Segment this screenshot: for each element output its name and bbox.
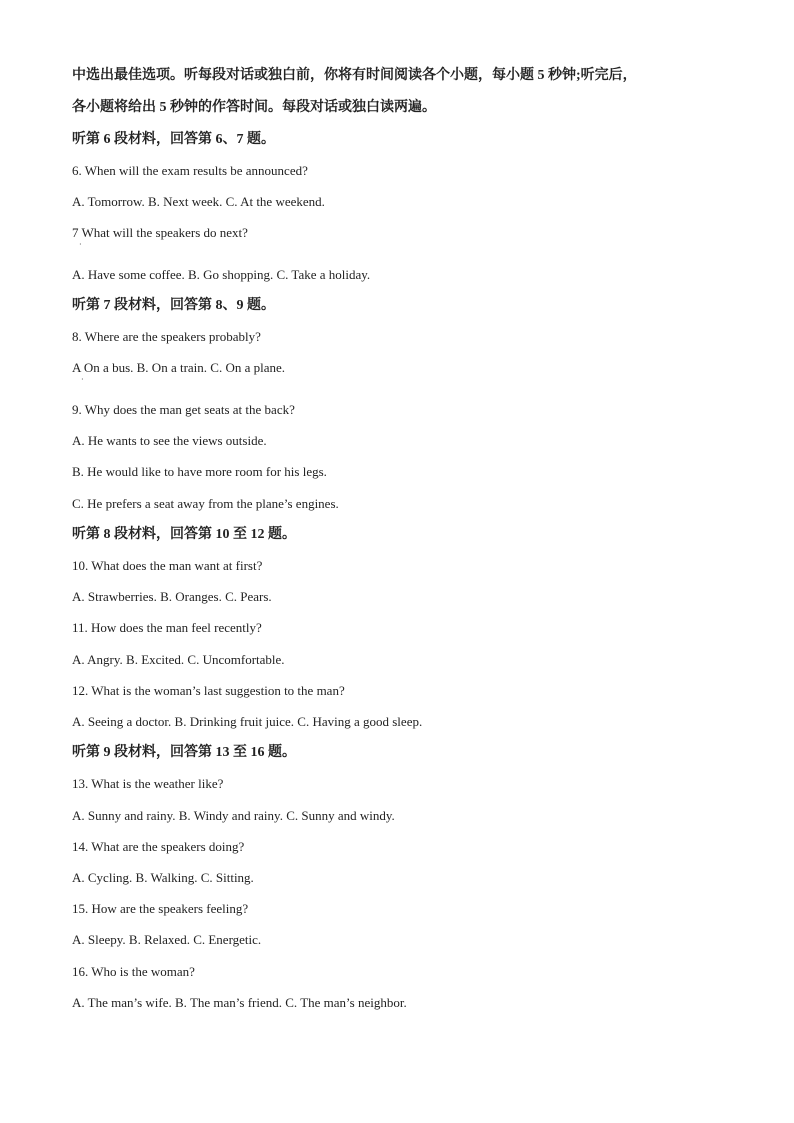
question-16: 16. Who is the woman? [72,964,195,979]
stray-dot-mark: · [81,375,84,384]
options-10: A. Strawberries. B. Oranges. C. Pears. [72,589,272,604]
options-7: A. Have some coffee. B. Go shopping. C. Take a holiday. [72,267,371,282]
intro-line-1: 中选出最佳选项。听每段对话或独白前，你将有时间阅读各个小题，每小题 5 秒钟;听完后， [72,68,637,83]
question-15: 15. How are the speakers feeling? [72,901,249,916]
section-header-9: 听第 9 段材料，回答第 13 至 16 题。 [72,745,296,760]
question-12: 12. What is the woman’s last suggestion to the man? [72,683,345,698]
question-10: 10. What does the man want at first? [72,558,263,573]
options-14: A. Cycling. B. Walking. C. Sitting. [72,870,254,885]
question-6: 6. When will the exam results be announced? [72,163,308,178]
option-9c: C. He prefers a seat away from the plane’s engines. [72,496,339,511]
option-9a: A. He wants to see the views outside. [72,433,267,448]
options-11: A. Angry. B. Excited. C. Uncomfortable. [72,652,285,667]
intro-line-2: 各小题将给出 5 秒钟的作答时间。每段对话或独白读两遍。 [72,100,436,115]
options-16: A. The man’s wife. B. The man’s friend. C. The man’s neighbor. [72,995,407,1010]
section-header-6: 听第 6 段材料，回答第 6、7 题。 [72,132,275,147]
question-8: 8. Where are the speakers probably? [72,329,261,344]
options-6: A. Tomorrow. B. Next week. C. At the weekend. [72,194,325,209]
options-15: A. Sleepy. B. Relaxed. C. Energetic. [72,932,262,947]
stray-dot-mark: · [79,240,82,249]
section-header-7: 听第 7 段材料，回答第 8、9 题。 [72,298,275,313]
question-7: 7 What will the speakers do next? [72,225,248,240]
options-8: A On a bus. B. On a train. C. On a plane. [72,360,286,375]
option-9b: B. He would like to have more room for his legs. [72,464,327,479]
question-13: 13. What is the weather like? [72,776,224,791]
options-13: A. Sunny and rainy. B. Windy and rainy. C. Sunny and windy. [72,808,395,823]
options-12: A. Seeing a doctor. B. Drinking fruit juice. C. Having a good sleep. [72,714,423,729]
question-14: 14. What are the speakers doing? [72,839,245,854]
question-9: 9. Why does the man get seats at the back? [72,402,295,417]
question-11: 11. How does the man feel recently? [72,620,262,635]
section-header-8: 听第 8 段材料，回答第 10 至 12 题。 [72,527,296,542]
